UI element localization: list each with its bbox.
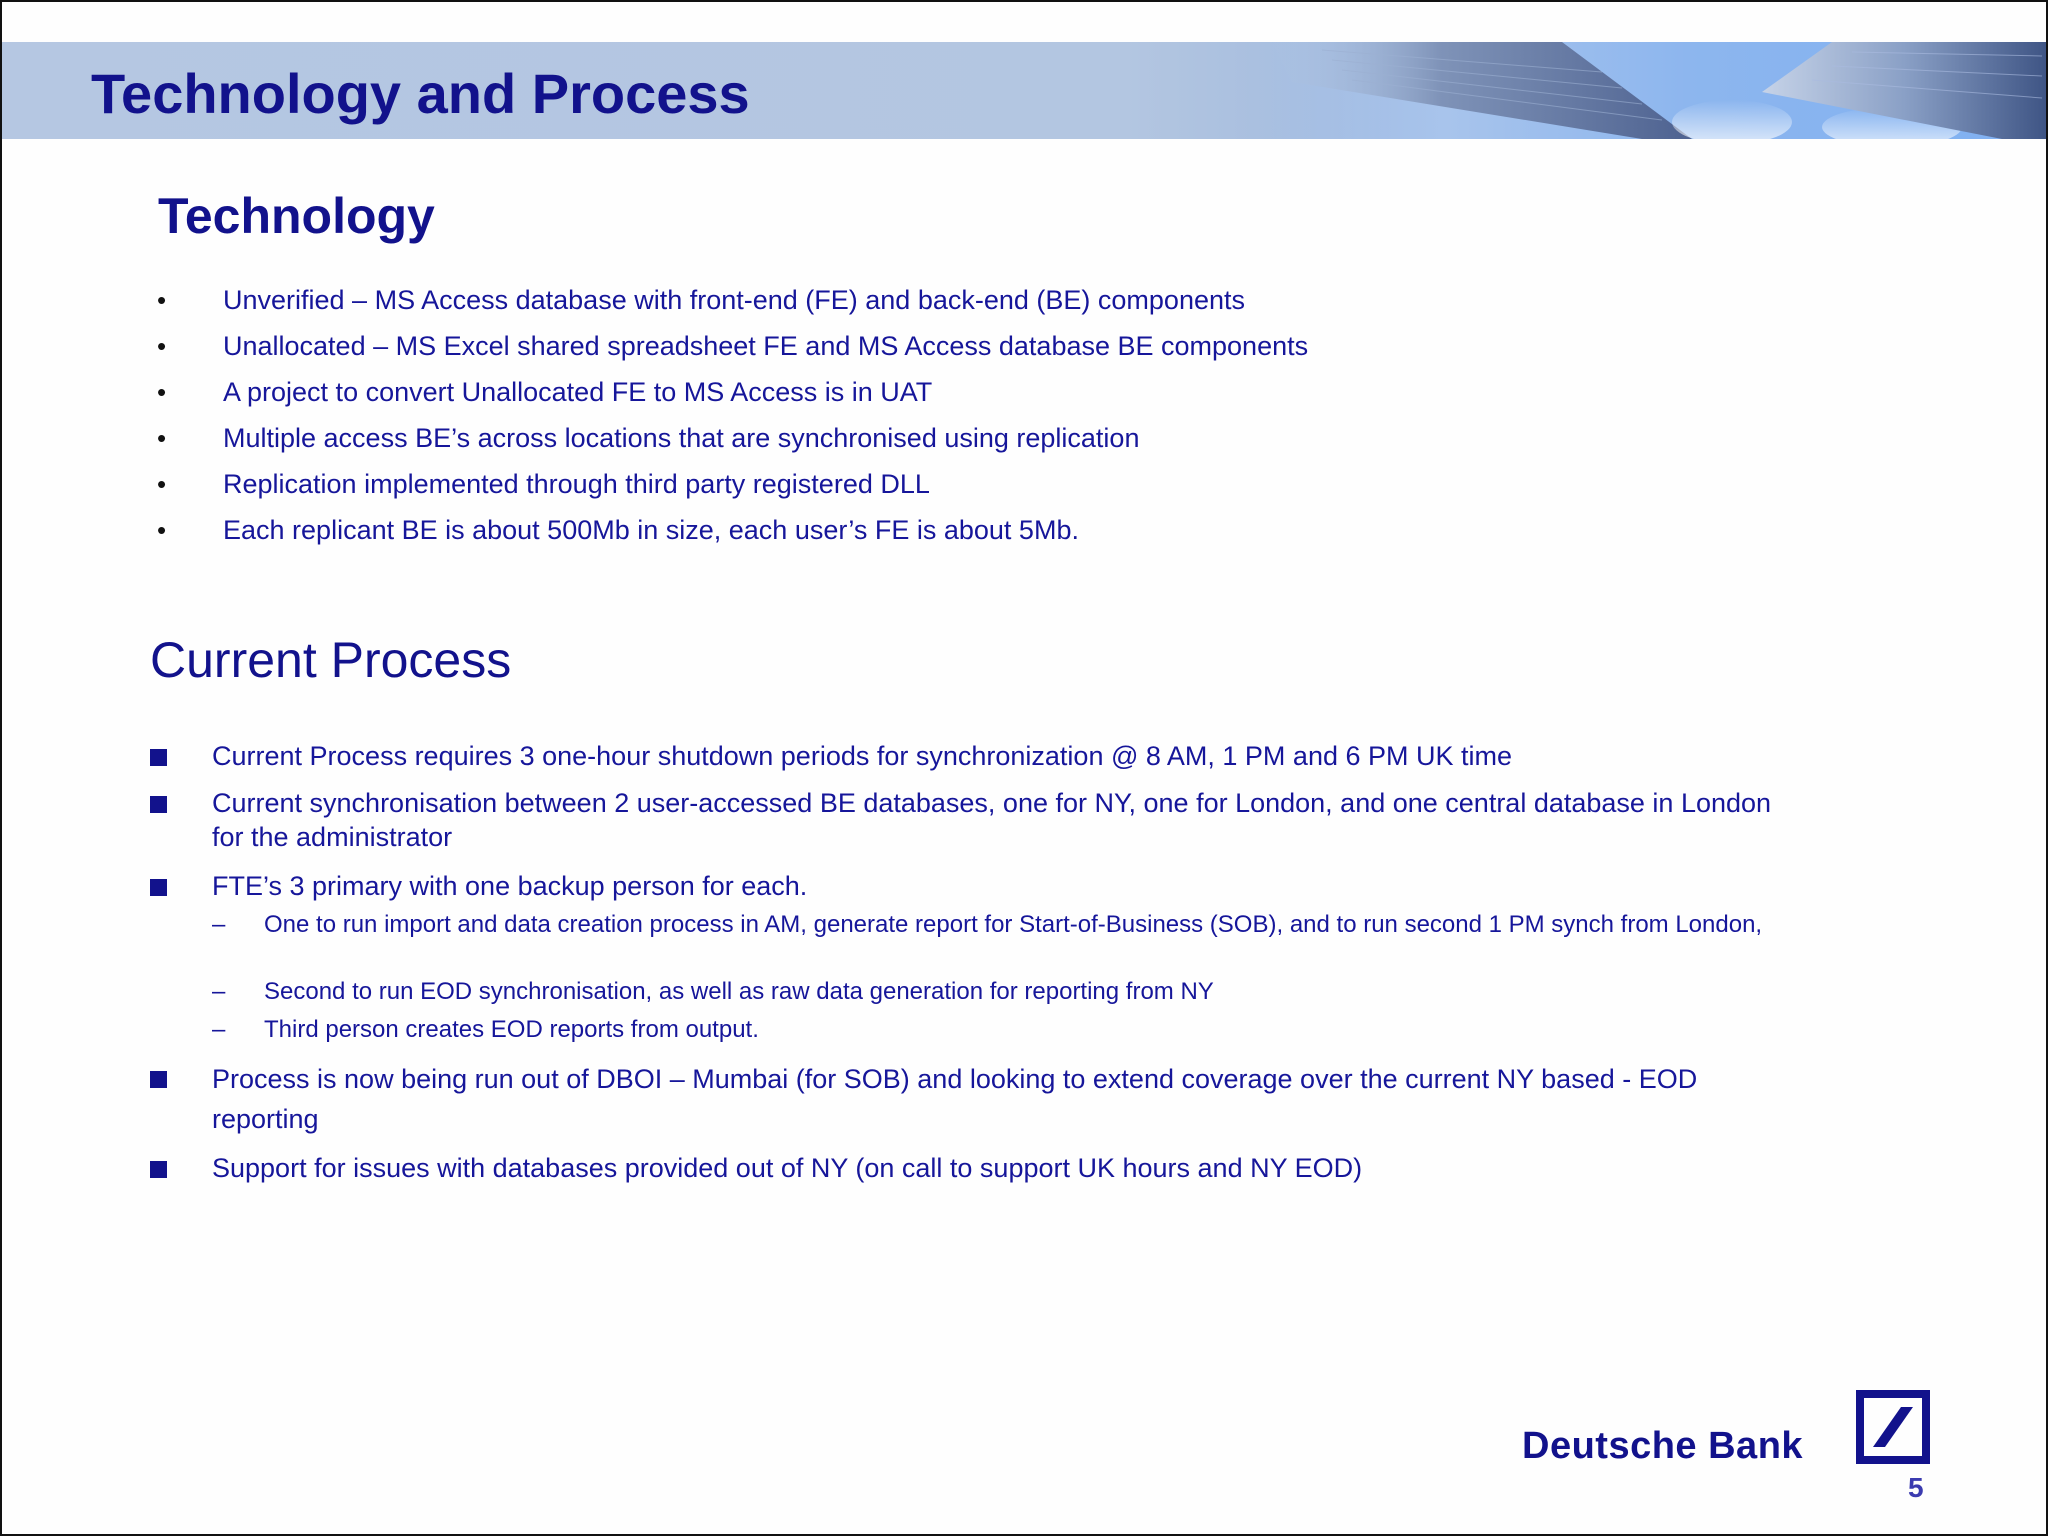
deutsche-bank-logo-icon	[1856, 1390, 1930, 1464]
list-item-text: Support for issues with databases provided out of NY (on call to support UK hours and NY EOD)	[212, 1153, 1363, 1183]
square-bullet-icon	[150, 796, 167, 813]
sub-list-item-text: One to run import and data creation process in AM, generate report for Start-of-Business (SOB), and to run second 1 PM synch from London,	[264, 911, 1763, 938]
list-item-text: Unverified – MS Access database with front-end (FE) and back-end (BE) components	[223, 285, 1245, 315]
square-bullet-icon	[150, 1071, 167, 1088]
list-item-text: A project to convert Unallocated FE to MS Access is in UAT	[223, 377, 933, 407]
sub-list-item-text: Third person creates EOD reports from output.	[264, 1016, 759, 1043]
bullet-icon: •	[157, 469, 167, 499]
list-item-text: Replication implemented through third party registered DLL	[223, 469, 930, 499]
list-item-text: Unallocated – MS Excel shared spreadsheet FE and MS Access database BE components	[223, 331, 1309, 361]
dash-bullet-icon: –	[212, 978, 226, 1005]
technology-heading: Technology	[158, 188, 435, 244]
bullet-icon: •	[157, 515, 167, 545]
current-process-heading: Current Process	[150, 632, 512, 688]
bullet-icon: •	[157, 331, 167, 361]
list-item-text: Current Process requires 3 one-hour shutdown periods for synchronization @ 8 AM, 1 PM and 6 PM UK time	[212, 741, 1513, 771]
dash-bullet-icon: –	[212, 1016, 226, 1043]
bullet-icon: •	[157, 377, 167, 407]
brand-name: Deutsche Bank	[1522, 1425, 1804, 1467]
list-item-text: FTE’s 3 primary with one backup person for each.	[212, 871, 808, 901]
slide-title: Technology and Process	[91, 62, 750, 125]
list-item-text: Each replicant BE is about 500Mb in size, each user’s FE is about 5Mb.	[223, 515, 1079, 545]
sub-list-item-text: Second to run EOD synchronisation, as well as raw data generation for reporting from NY	[264, 978, 1214, 1005]
square-bullet-icon	[150, 879, 167, 896]
bullet-icon: •	[157, 285, 167, 315]
bullet-icon: •	[157, 423, 167, 453]
page-number: 5	[1908, 1472, 1924, 1503]
square-bullet-icon	[150, 1161, 167, 1178]
dash-bullet-icon: –	[212, 911, 226, 938]
list-item-text: Multiple access BE’s across locations that are synchronised using replication	[223, 423, 1140, 453]
list-item-text: Current synchronisation between 2 user-accessed BE databases, one for NY, one for London, and one central database in London for the administrator	[212, 788, 1772, 852]
square-bullet-icon	[150, 749, 167, 766]
list-item-text: Process is now being run out of DBOI – Mumbai (for SOB) and looking to extend coverage over the current NY based - EOD reporting	[212, 1064, 1698, 1134]
